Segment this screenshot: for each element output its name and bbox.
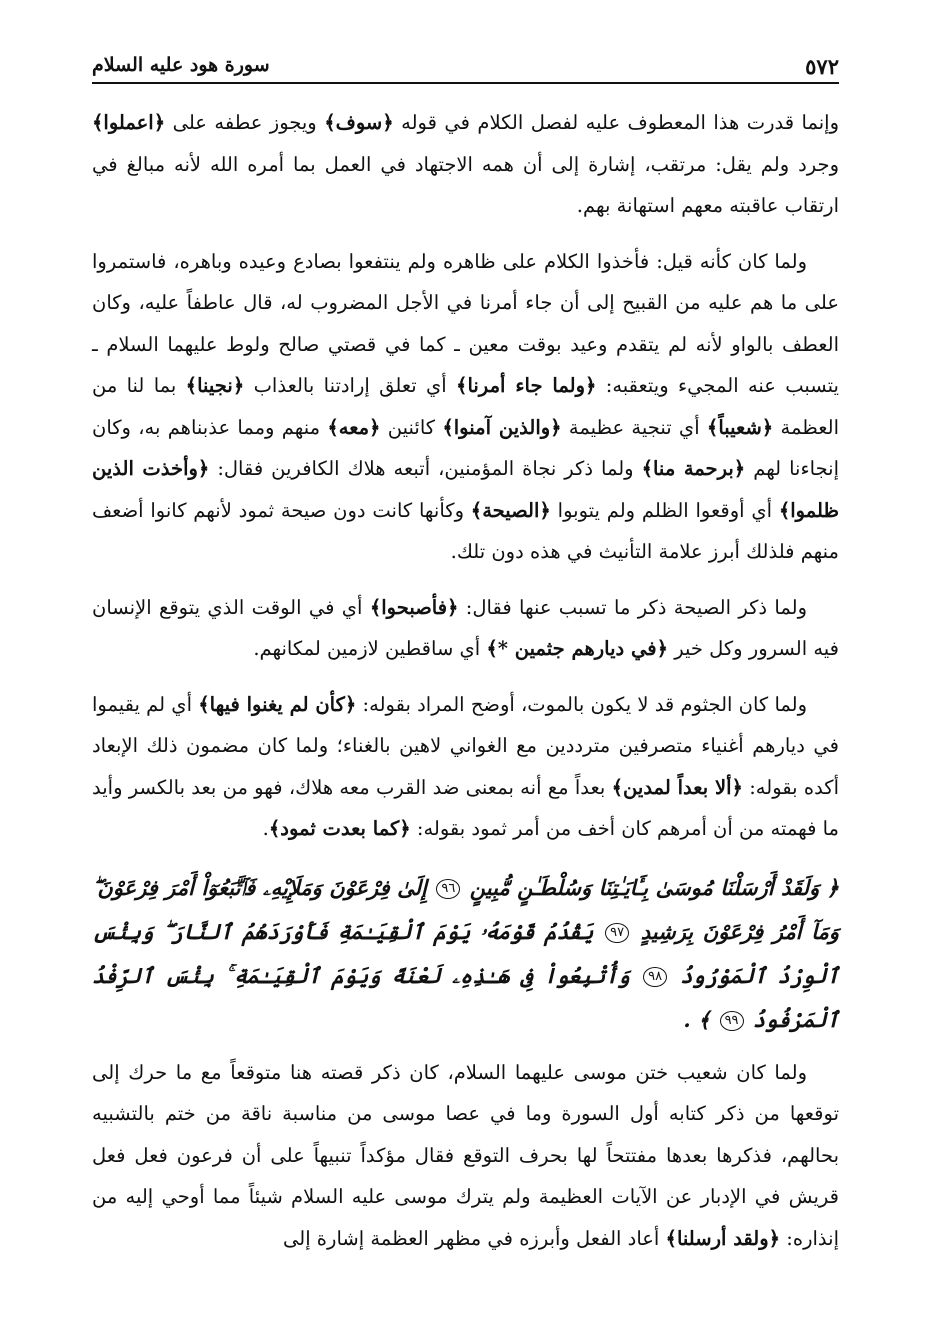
quran-quote: ﴿معه﴾: [327, 415, 381, 439]
text-run: بما لنا من العظمة: [92, 374, 839, 439]
quran-quote: ﴿فأصبحوا﴾: [369, 595, 459, 619]
quran-quote: ﴿كما بعدت ثمود﴾: [268, 817, 411, 840]
text-run: ولما ذكر الصيحة ذكر ما تسبب عنها فقال:: [458, 595, 807, 619]
quran-quote: ﴿اعملوا﴾: [92, 111, 166, 134]
text-run: ولما كان شعيب ختن موسى عليهما السلام، كان ذكر قصته هنا متوقعاً مع ما حرك إلى توقعها من ذكر كتابه أول السورة وما في عصا موسى من مناسبة ناقة من ختم بالتشبيه بحالهم، فذكرها بعدها مفتتحاً لها بحرف التوقع فقال مؤكداً تنبيهاً على أن فرعون فعل فعل قريش في الإدبار عن الآيات العظيمة ولم يترك موسى عليه السلام شيئاً مما أوحي إليه من إنذاره:: [92, 1060, 839, 1250]
text-run: كائنين: [380, 415, 443, 439]
text-run: بعداً مع أنه بمعنى ضد القرب معه هلاك، فهو من بعد بالكسر وأيد ما فهمته من أن أمرهم كان أخف من أمر ثمود بقوله:: [92, 775, 839, 840]
text-run: أعاد الفعل وأبرزه في مظهر العظمة إشارة إلى: [283, 1226, 666, 1250]
quran-quote: ﴿ولما جاء أمرنا﴾: [456, 374, 597, 397]
verse-text: إِلَىٰ فِرْعَوْنَ وَمَلَإِيْهِۦ فَٱتَّبَعُوٓاْ أَمْرَ فِرْعَوْنَ ۖ وَمَآ أَمْرُ فِرْعَوْنَ بِرَشِيدٍ: [92, 874, 839, 944]
quran-quote: ﴿ولقد أرسلنا﴾: [665, 1226, 781, 1250]
quran-quote: ﴿وأخذت الذين ظلموا﴾: [92, 457, 839, 522]
verse-text: ﴿ وَلَقَدْ أَرْسَلْنَا مُوسَىٰ بِـَٔايَـٰتِنَا وَسُلْطَـٰنٍ مُّبِينٍ: [462, 874, 839, 900]
verse-text: وَأُتْبِعُواْ فِى هَـٰذِهِۦ لَعْنَةً وَيَوْمَ ٱلْقِيَـٰمَةِ ۚ بِئْسَ ٱلرِّفْدُ ٱلْمَرْفُودُ: [92, 962, 839, 1032]
text-run: ولما كان كأنه قيل: فأخذوا الكلام على ظاهره ولم ينتفعوا بصادع وعيده وباهره، فاستمروا على ما هم عليه من القبيح إلى أن جاء أمرنا في الأجل المضروب له، قال عاطفاً عليه، وكان العطف بالواو لأنه لم يتقدم وعيد بوقت معين ـ كما في قصتي صالح ولوط عليهما السلام ـ يتسبب عنه المجيء ويتعقبه:: [92, 249, 839, 397]
text-run: .: [262, 817, 269, 840]
text-run: وكأنها كانت دون صيحة ثمود لأنهم كانوا أضعف منهم فلذلك أبرز علامة التأنيث في هذه دون تلك.: [92, 498, 839, 563]
text-run: وإنما قدرت هذا المعطوف عليه لفصل الكلام في قوله: [393, 111, 839, 134]
ayah-number-marker: ٩٨: [643, 967, 667, 987]
paragraph: [92, 102, 839, 227]
text-run: وجرد ولم يقل: مرتقب، إشارة إلى أن همه الاجتهاد في العمل بما أمره الله لأنه مبالغ في ارتقاب عاقبته معهم استهانة بهم.: [92, 152, 839, 217]
text-run: ولما كان الجثوم قد لا يكون بالموت، أوضح المراد بقوله:: [356, 692, 808, 716]
quran-quote: ﴿سوف﴾: [324, 111, 394, 134]
text-run: ويجوز عطفه على: [165, 111, 325, 134]
quran-quote: ﴿ألا بعداً لمدين﴾: [611, 775, 743, 799]
ayah-number-marker: ٩٦: [436, 879, 460, 899]
quran-quote: ﴿كأن لم يغنوا فيها﴾: [198, 692, 357, 716]
text-run: أي تنجية عظيمة: [561, 415, 707, 439]
text-run: أي تعلق إرادتنا بالعذاب: [244, 374, 457, 397]
quran-quote: ﴿والذين آمنوا﴾: [442, 415, 562, 439]
commentary-body: [92, 102, 839, 1259]
quran-quote: ﴿برحمة منا﴾: [641, 457, 746, 480]
text-run: منهم ومما عذبناهم به، وكان إنجاءنا لهم: [92, 415, 840, 480]
ayah-number-marker: ٩٩: [720, 1011, 744, 1031]
running-title: سورة هود عليه السلام: [92, 54, 270, 76]
text-run: أي ساقطين لازمين لمكانهم.: [253, 637, 487, 660]
quran-verse-block: [92, 866, 839, 1042]
ayah-number-marker: ٩٧: [605, 923, 629, 943]
text-run: أي أوقعوا الظلم ولم يتوبوا: [550, 498, 779, 522]
text-run: أي في الوقت الذي يتوقع الإنسان فيه السرور وكل خير: [92, 595, 839, 660]
verse-text: ﴾ .: [683, 1006, 718, 1032]
paragraph: [92, 684, 839, 850]
text-run: ولما ذكر نجاة المؤمنين، أتبعه هلاك الكافرين فقال:: [209, 457, 642, 480]
text-run: أي لم يقيموا في ديارهم أغنياء متصرفين مترددين مع الغواني لاهين بالغناء؛ ولما كان مضمون ذلك الإبعاد أكده بقوله:: [92, 692, 840, 799]
closing-paragraph: [92, 1052, 839, 1260]
quran-quote: ﴿في ديارهم جثمين *﴾: [486, 637, 669, 660]
paragraph: [92, 241, 839, 573]
verse-text: يَقْدُمُ قَوْمَهُۥ يَوْمَ ٱلْقِيَـٰمَةِ فَأَوْرَدَهُمُ ٱلنَّارَ ۖ وَبِئْسَ ٱلْوِرْدُ ٱلْمَوْرُودُ: [92, 918, 840, 988]
page-number: ٥٧٢: [805, 54, 839, 79]
quran-quote: ﴿الصيحة﴾: [470, 498, 551, 522]
paragraph: [92, 587, 839, 670]
quran-quote: ﴿نجينا﴾: [185, 374, 245, 397]
quran-quote: ﴿شعيباً﴾: [706, 415, 774, 439]
page-header: [92, 50, 839, 84]
